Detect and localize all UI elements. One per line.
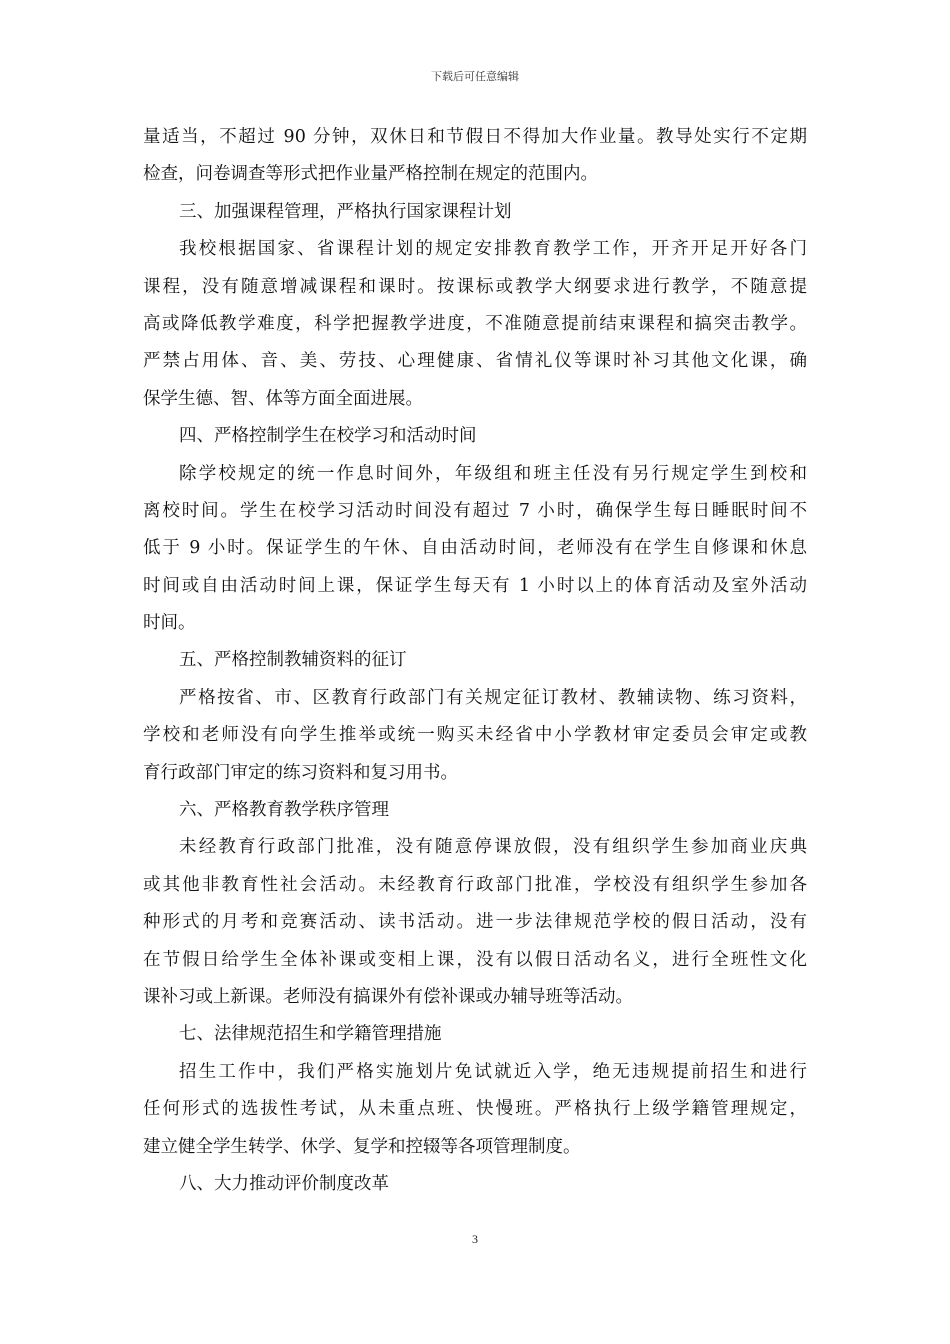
- body-line: 任何形式的选拔性考试，从未重点班、快慢班。严格执行上级学籍管理规定，: [143, 1099, 807, 1120]
- body-line: 除学校规定的统一作息时间外，年级组和班主任没有另行规定学生到校和: [179, 463, 807, 484]
- section-heading: 五、严格控制教辅资料的征订: [179, 650, 407, 671]
- body-line: 低于 9 小时。保证学生的午休、自由活动时间，老师没有在学生自修课和休息: [143, 538, 807, 559]
- body-line: 严禁占用体、音、美、劳技、心理健康、省情礼仪等课时补习其他文化课，确: [143, 351, 807, 372]
- body-line: 严格按省、市、区教育行政部门有关规定征订教材、教辅读物、练习资料，: [179, 687, 807, 708]
- body-line: 育行政部门审定的练习资料和复习用书。: [143, 762, 458, 783]
- body-line: 时间或自由活动时间上课，保证学生每天有 1 小时以上的体育活动及室外活动: [143, 575, 807, 596]
- body-line: 我校根据国家、省课程计划的规定安排教育教学工作，开齐开足开好各门: [179, 239, 807, 260]
- body-line: 离校时间。学生在校学习活动时间没有超过 7 小时，确保学生每日睡眠时间不: [143, 500, 807, 521]
- body-line: 未经教育行政部门批准，没有随意停课放假，没有组织学生参加商业庆典: [179, 837, 807, 858]
- body-line: 时间。: [143, 613, 196, 634]
- body-line: 在节假日给学生全体补课或变相上课，没有以假日活动名义，进行全班性文化: [143, 949, 807, 970]
- page-number: 3: [472, 1232, 478, 1246]
- document-body: [143, 119, 807, 1203]
- section-heading: 七、法律规范招生和学籍管理措施: [179, 1024, 442, 1045]
- body-line: 种形式的月考和竞赛活动、读书活动。进一步法律规范学校的假日活动，没有: [143, 912, 807, 933]
- body-line: 检查，问卷调查等形式把作业量严格控制在规定的范围内。: [143, 164, 598, 185]
- section-heading: 四、严格控制学生在校学习和活动时间: [179, 426, 477, 447]
- body-line: 高或降低教学难度，科学把握教学进度，不准随意提前结束课程和搞突击教学。: [143, 313, 807, 334]
- section-heading: 六、严格教育教学秩序管理: [179, 800, 389, 821]
- body-line: 招生工作中，我们严格实施划片免试就近入学，绝无违规提前招生和进行: [179, 1061, 807, 1082]
- page-header: 下载后可任意编辑: [431, 70, 519, 83]
- body-line: 建立健全学生转学、休学、复学和控辍等各项管理制度。: [143, 1136, 581, 1157]
- body-line: 学校和老师没有向学生推举或统一购买未经省中小学教材审定委员会审定或教: [143, 725, 807, 746]
- section-heading: 三、加强课程管理，严格执行国家课程计划: [179, 201, 512, 222]
- body-line: 保学生德、智、体等方面全面进展。: [143, 388, 423, 409]
- body-line: 或其他非教育性社会活动。未经教育行政部门批准，学校没有组织学生参加各: [143, 874, 807, 895]
- body-line: 课程，没有随意增减课程和课时。按课标或教学大纲要求进行教学，不随意提: [143, 276, 807, 297]
- section-heading: 八、大力推动评价制度改革: [179, 1173, 389, 1194]
- body-line: 量适当，不超过 90 分钟，双休日和节假日不得加大作业量。教导处实行不定期: [143, 127, 807, 147]
- body-line: 课补习或上新课。老师没有搞课外有偿补课或办辅导班等活动。: [143, 986, 633, 1007]
